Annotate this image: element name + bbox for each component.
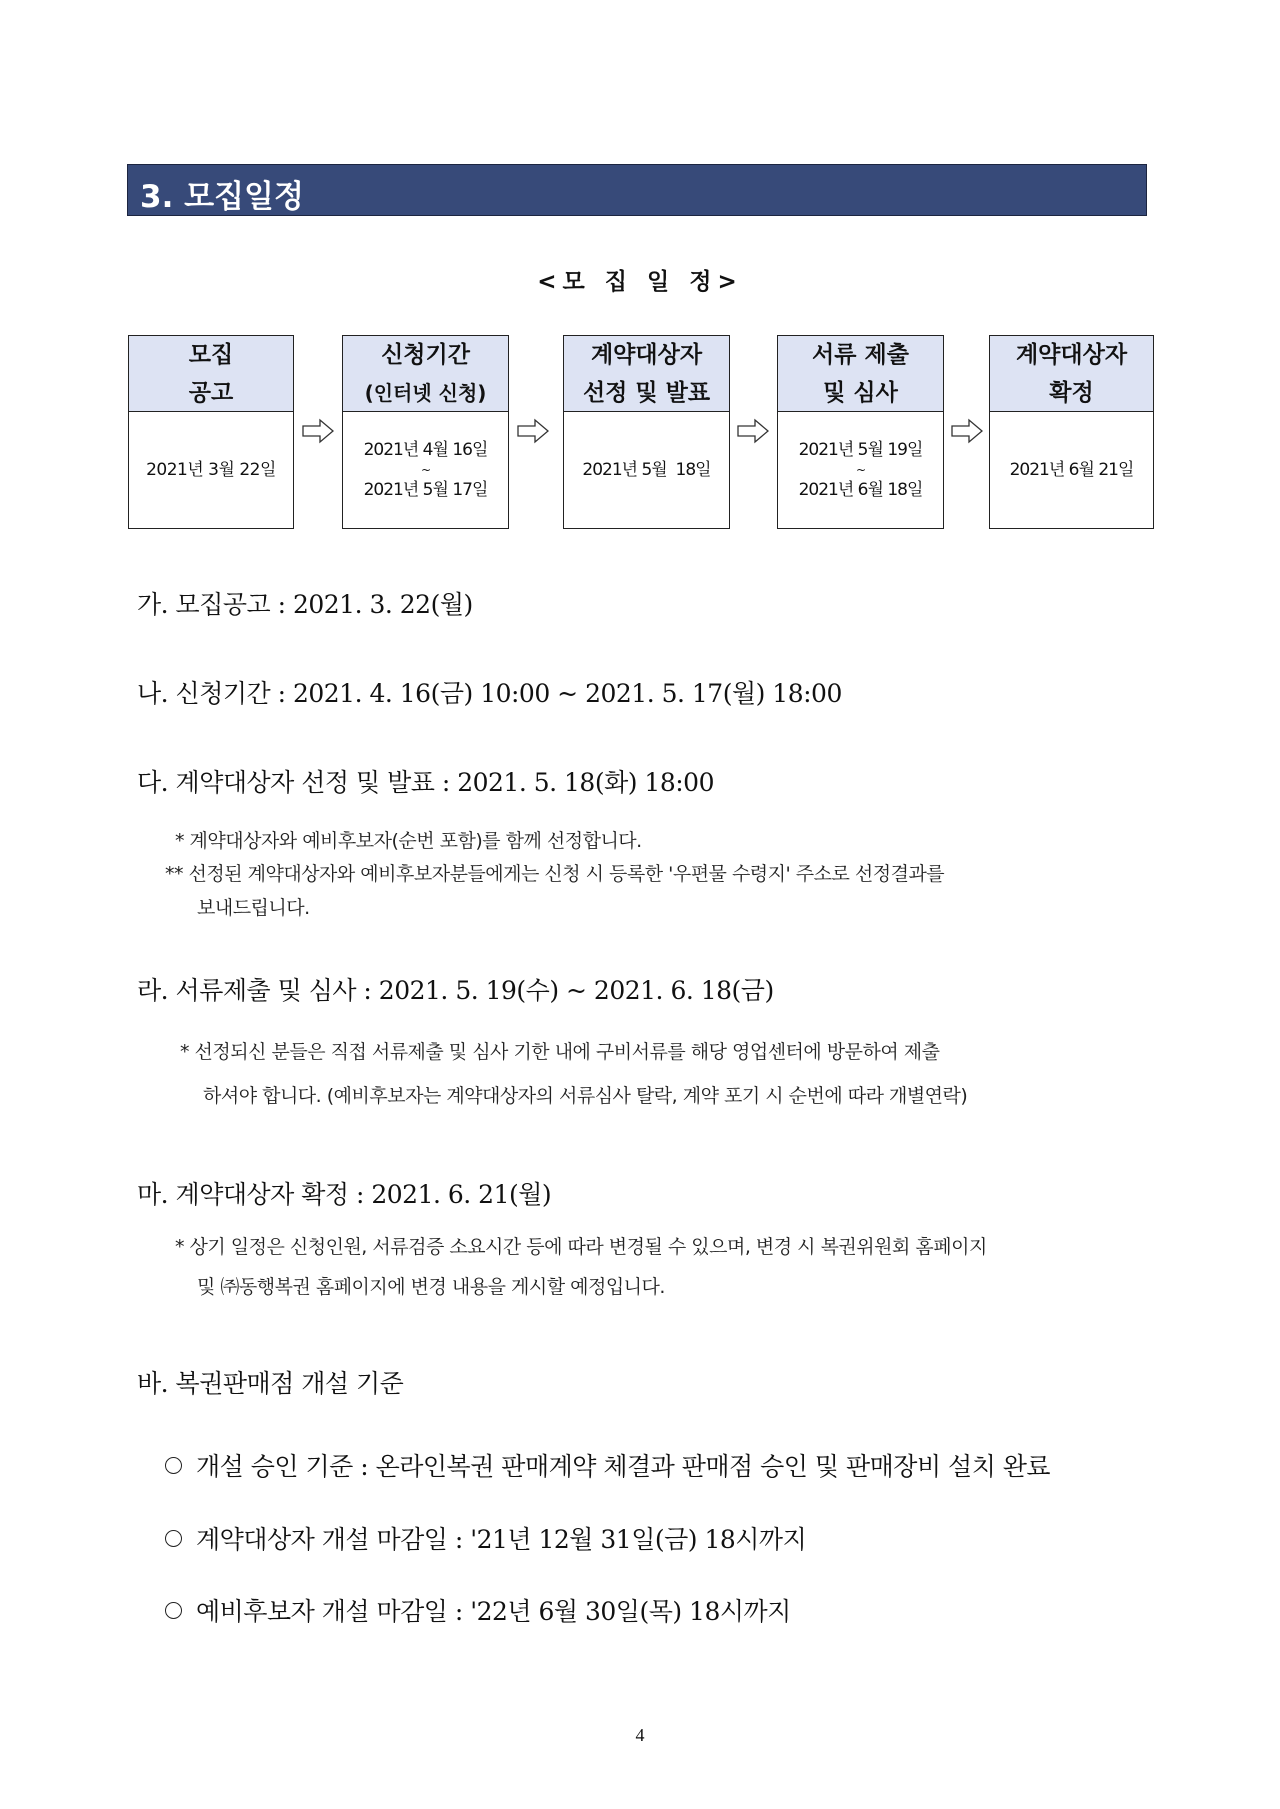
bullet-text: 예비후보자 개설 마감일 : '22년 6월 30일(목) 18시까지 <box>196 1597 791 1626</box>
arrow-right-icon <box>737 418 769 444</box>
arrow-right-icon <box>517 418 549 444</box>
flow-step-header-line2: 공고 <box>188 380 234 406</box>
flow-step-date-start: 2021년 4월 16일 <box>363 439 488 460</box>
flow-step-header-line1: 모집 <box>188 342 234 368</box>
flow-step-selection <box>563 335 730 529</box>
flow-title: <모 집 일 정> <box>537 269 743 295</box>
item-ga-heading: 가. 모집공고 : 2021. 3. 22(월) <box>137 590 473 619</box>
flow-step-date: 2021년 3월 22일 <box>146 459 276 480</box>
circle-bullet-icon <box>165 1602 182 1619</box>
flow-step-tilde: ~ <box>420 462 431 477</box>
item-da-note2-line2: 보내드립니다. <box>197 897 310 919</box>
item-ra-note-line2: 하셔야 합니다. (예비후보자는 계약대상자의 서류심사 탈락, 계약 포기 시 순번에 따라 개별연락) <box>203 1085 968 1107</box>
item-da-note2-line1: ** 선정된 계약대상자와 예비후보자분들에게는 신청 시 등록한 '우편물 수령지' 주소로 선정결과를 <box>165 863 945 885</box>
flow-step-body <box>990 412 1153 527</box>
item-na-heading: 나. 신청기간 : 2021. 4. 16(금) 10:00 ~ 2021. 5. 17(월) 18:00 <box>137 679 842 708</box>
flow-step-date: 2021년 6월 21일 <box>1009 459 1134 480</box>
flow-step-header-line1: 신청기간 <box>381 342 470 368</box>
flow-step-date-start: 2021년 5월 19일 <box>798 439 923 460</box>
page-number: 4 <box>635 1725 645 1745</box>
flow-step-body <box>778 412 943 527</box>
circle-bullet-icon <box>165 1530 182 1547</box>
flow-step-tilde: ~ <box>855 462 866 477</box>
flow-step-header-line2: 및 심사 <box>823 380 898 406</box>
flow-step-header <box>129 336 293 412</box>
flow-step-header-line2: 확정 <box>1049 380 1094 406</box>
flow-step-date: 2021년 5월 18일 <box>582 459 711 480</box>
item-ra-heading: 라. 서류제출 및 심사 : 2021. 5. 19(수) ~ 2021. 6. 18(금) <box>137 976 774 1005</box>
bullet-text: 개설 승인 기준 : 온라인복권 판매계약 체결과 판매점 승인 및 판매장비 설치 완료 <box>196 1452 1051 1481</box>
flow-step-application <box>342 335 509 529</box>
flow-step-body <box>129 412 293 527</box>
flow-step-header-line2: (인터넷 신청) <box>364 381 487 405</box>
flow-step-header <box>343 336 508 412</box>
flow-step-header-line1: 계약대상자 <box>590 342 703 368</box>
flow-step-announcement <box>128 335 294 529</box>
flow-step-confirmation <box>989 335 1154 529</box>
item-ma-note-line1: * 상기 일정은 신청인원, 서류검증 소요시간 등에 따라 변경될 수 있으며, 변경 시 복권위원회 홈페이지 <box>175 1236 987 1258</box>
circle-bullet-icon <box>165 1457 182 1474</box>
item-ba-bullet <box>165 1447 1050 1483</box>
section-title: 3. 모집일정 <box>140 179 304 215</box>
flow-step-header <box>778 336 943 412</box>
flow-step-body <box>564 412 729 527</box>
item-ba-heading: 바. 복권판매점 개설 기준 <box>137 1369 404 1398</box>
item-da-note1: * 계약대상자와 예비후보자(순번 포함)를 함께 선정합니다. <box>175 830 642 852</box>
flow-step-date-end: 2021년 5월 17일 <box>363 479 488 500</box>
flow-step-header <box>990 336 1153 412</box>
arrow-right-icon <box>302 418 334 444</box>
flow-step-header-line1: 계약대상자 <box>1015 342 1128 368</box>
arrow-right-icon <box>951 418 983 444</box>
item-ra-note-line1: * 선정되신 분들은 직접 서류제출 및 심사 기한 내에 구비서류를 해당 영업센터에 방문하여 제출 <box>180 1041 940 1063</box>
item-ba-bullet <box>165 1520 806 1556</box>
flow-step-header <box>564 336 729 412</box>
flow-step-header-line2: 선정 및 발표 <box>582 380 711 406</box>
bullet-text: 계약대상자 개설 마감일 : '21년 12월 31일(금) 18시까지 <box>196 1525 807 1554</box>
flow-step-header-line1: 서류 제출 <box>812 342 909 368</box>
flow-step-body <box>343 412 508 527</box>
item-ba-bullet <box>165 1592 791 1628</box>
item-ma-heading: 마. 계약대상자 확정 : 2021. 6. 21(월) <box>137 1180 552 1209</box>
section-title-bar <box>127 164 1147 216</box>
item-da-heading: 다. 계약대상자 선정 및 발표 : 2021. 5. 18(화) 18:00 <box>137 768 714 797</box>
flow-step-document-review <box>777 335 944 529</box>
flow-step-date-end: 2021년 6월 18일 <box>798 479 923 500</box>
item-ma-note-line2: 및 ㈜동행복권 홈페이지에 변경 내용을 게시할 예정입니다. <box>197 1276 665 1298</box>
